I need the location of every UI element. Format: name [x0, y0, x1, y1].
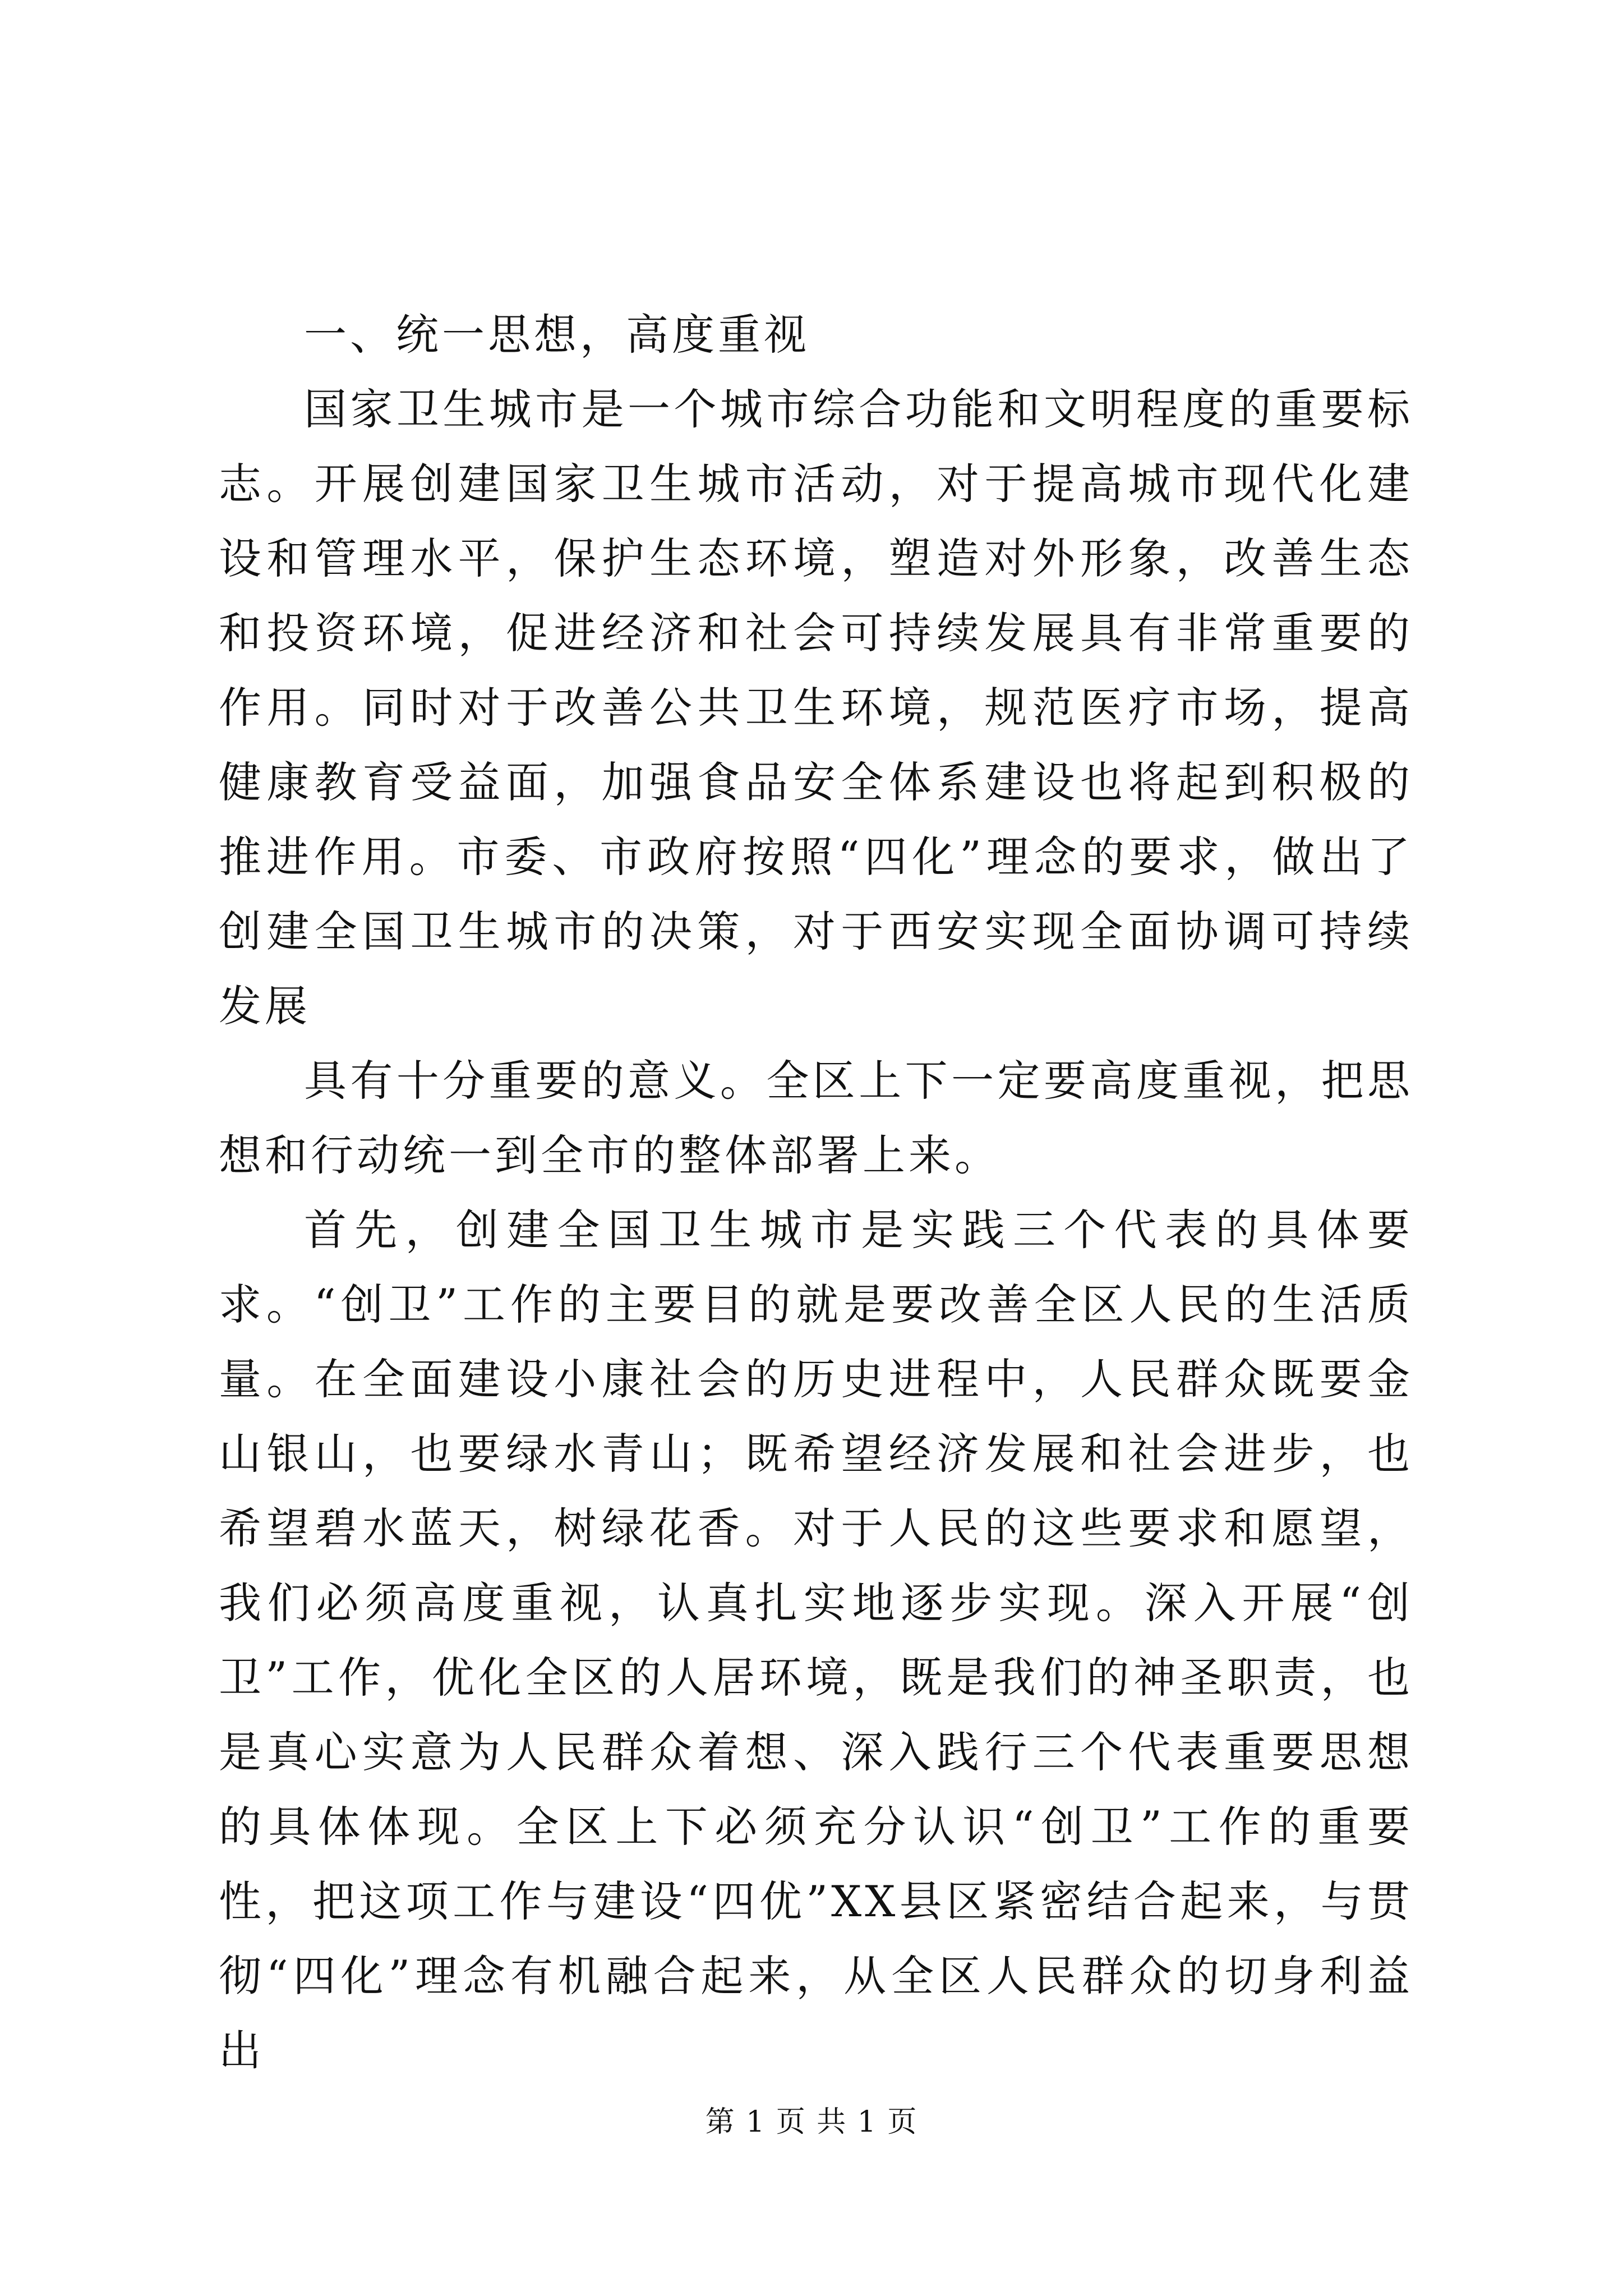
paragraph: 首先，创建全国卫生城市是实践三个代表的具体要求。“创卫”工作的主要目的就是要改善全区人民的生活质量。在全面建设小康社会的历史进程中，人民群众既要金山银山，也要绿水青山；既希望经济发展和社会进步，也希望碧水蓝天，树绿花香。对于人民的这些要求和愿望，我们必须高度重视，认真扎实地逐步实现。深入开展“创卫”工作，优化全区的人居环境，既是我们的神圣职责，也是真心实意为人民群众着想、深入践行三个代表重要思想的具体体现。全区上下必须充分认识“创卫”工作的重要性，把这项工作与建设“四优”XX县区紧密结合起来，与贯彻“四化”理念有机融合起来，从全区人民群众的切身利益出 [219, 1205, 1413, 2076]
paragraph: 国家卫生城市是一个城市综合功能和文明程度的重要标志。开展创建国家卫生城市活动，对于提高城市现代化建设和管理水平，保护生态环境，塑造对外形象，改善生态和投资环境，促进经济和社会可持续发展具有非常重要的作用。同时对于改善公共卫生环境，规范医疗市场，提高健康教育受益面，加强食品安全体系建设也将起到积极的推进作用。市委、市政府按照“四化”理念的要求，做出了创建全国卫生城市的决策，对于西安实现全面协调可持续发展 [219, 384, 1413, 1031]
page-footer: 第 1 页 共 1 页 [705, 2105, 918, 2139]
section-heading: 一、统一思想，高度重视 [304, 310, 810, 360]
document-body [219, 297, 1413, 2088]
paragraph: 具有十分重要的意义。全区上下一定要高度重视，把思想和行动统一到全市的整体部署上来。 [219, 1056, 1413, 1180]
